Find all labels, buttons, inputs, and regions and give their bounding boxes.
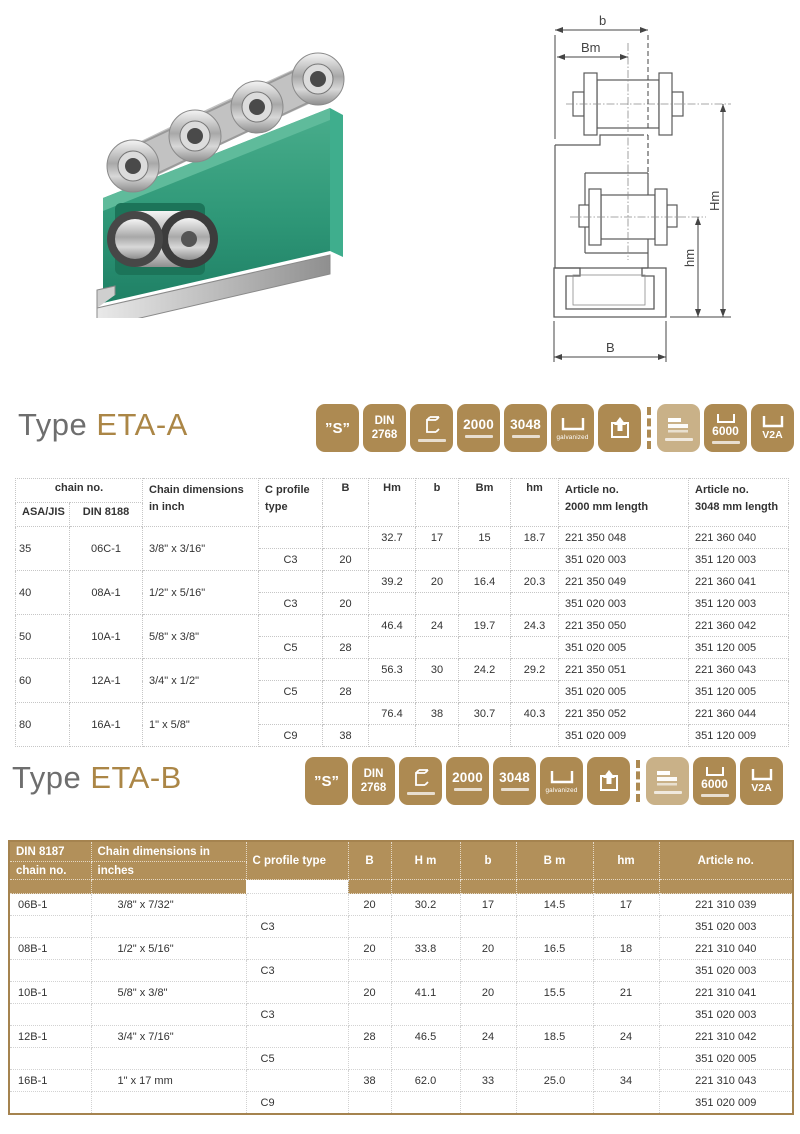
b-cell: 30 (416, 659, 459, 681)
accessories-badge (657, 404, 700, 452)
col-hm: hm (593, 841, 659, 880)
table-row (16, 659, 789, 681)
smallprint-bar (712, 441, 740, 444)
b-cell: 33 (460, 1070, 516, 1092)
col-B: B (348, 841, 391, 880)
B-cell: 38 (348, 1070, 391, 1092)
Bm-cell: 16.4 (459, 571, 511, 593)
col-art-2000: Article no. 2000 mm length (559, 479, 689, 527)
title-name: ETA-A (96, 407, 188, 442)
hm-cell: 24.3 (511, 615, 559, 637)
din-cell: 08B-1 (9, 938, 91, 960)
table-row (9, 1026, 793, 1048)
col-chain-no: chain no. (16, 479, 143, 503)
col-din-8187-line2: chain no. (9, 862, 91, 880)
hm-cell: 17 (593, 894, 659, 916)
din-cell: 12A-1 (70, 659, 143, 703)
col-art-3048: Article no. 3048 mm length (689, 479, 789, 527)
dims-cell: 1" x 5/8" (143, 703, 259, 747)
B-cell: 28 (348, 1026, 391, 1048)
asa-cell: 80 (16, 703, 70, 747)
channel-icon (715, 413, 737, 424)
accessories-badge (646, 757, 689, 805)
header-row (16, 479, 789, 503)
article-cell: 351 020 003 (659, 1004, 793, 1026)
dim-label-bm: Bm (581, 40, 601, 55)
smallprint-bar (501, 788, 529, 791)
article-2000-cell: 351 020 005 (559, 681, 689, 703)
table-row (9, 1004, 793, 1026)
dims-cell: 1" x 17 mm (91, 1070, 246, 1092)
Bm-cell: 16.5 (516, 938, 593, 960)
col-b: b (416, 479, 459, 527)
article-cell: 221 310 041 (659, 982, 793, 1004)
v2a-badge: V2A (751, 404, 794, 452)
Bm-cell: 30.7 (459, 703, 511, 725)
Hm-cell: 46.4 (369, 615, 416, 637)
article-3048-cell: 221 360 041 (689, 571, 789, 593)
section-title-eta-b (12, 753, 182, 803)
length-2000-badge: 2000 (457, 404, 500, 452)
profile-cell: C9 (259, 725, 323, 747)
article-3048-cell: 351 120 003 (689, 549, 789, 571)
profile-cell: C5 (259, 637, 323, 659)
header-strip (9, 880, 793, 894)
asa-cell: 35 (16, 527, 70, 571)
profile-cell: C3 (246, 1004, 348, 1026)
Hm-cell: 76.4 (369, 703, 416, 725)
article-2000-cell: 351 020 003 (559, 549, 689, 571)
title-prefix: Type (18, 407, 88, 442)
din-cell: 16A-1 (70, 703, 143, 747)
Bm-cell: 15 (459, 527, 511, 549)
col-b: b (460, 841, 516, 880)
col-din-8188: DIN 8188 (70, 503, 143, 527)
Bm-cell: 25.0 (516, 1070, 593, 1092)
hm-cell: 18 (593, 938, 659, 960)
col-Hm: H m (391, 841, 460, 880)
length-6000-badge: 6000 (704, 404, 747, 452)
article-3048-cell: 351 120 003 (689, 593, 789, 615)
article-cell: 221 310 040 (659, 938, 793, 960)
dims-cell: 5/8" x 3/8" (143, 615, 259, 659)
article-cell: 351 020 003 (659, 960, 793, 982)
profile-cell: C9 (246, 1092, 348, 1115)
din-cell: 10A-1 (70, 615, 143, 659)
dims-cell: 5/8" x 3/8" (91, 982, 246, 1004)
feature-badges-eta-b (305, 757, 783, 805)
badge-divider (636, 760, 640, 802)
channel-icon (749, 768, 775, 782)
table-row (16, 527, 789, 549)
Hm-cell: 30.2 (391, 894, 460, 916)
smallprint-bar (512, 435, 540, 438)
profile-cell: C3 (259, 593, 323, 615)
article-cell: 221 310 039 (659, 894, 793, 916)
clip-mount-icon (608, 416, 632, 440)
c-profile-icon (419, 415, 445, 435)
length-3048-badge: 3048 (504, 404, 547, 452)
b-cell: 24 (460, 1026, 516, 1048)
hm-cell: 34 (593, 1070, 659, 1092)
smallprint-bar (665, 438, 693, 441)
article-2000-cell: 221 350 052 (559, 703, 689, 725)
channel-icon (760, 415, 786, 429)
din-2768-badge: DIN 2768 (363, 404, 406, 452)
dim-label-b-rail: B (606, 340, 615, 355)
col-din-8187: DIN 8187 (9, 841, 91, 862)
length-6000-badge: 6000 (693, 757, 736, 805)
dims-cell: 3/4" x 1/2" (143, 659, 259, 703)
table-row (9, 894, 793, 916)
table-row (16, 571, 789, 593)
c-profile-icon (408, 768, 434, 788)
col-profile: C profile type (246, 841, 348, 880)
table-row (9, 938, 793, 960)
clip-mount-badge (598, 404, 641, 452)
B-cell: 20 (323, 593, 369, 615)
Bm-cell: 18.5 (516, 1026, 593, 1048)
accessories-icon (655, 769, 681, 787)
article-3048-cell: 221 360 042 (689, 615, 789, 637)
Bm-cell: 24.2 (459, 659, 511, 681)
profile-cell: C3 (259, 549, 323, 571)
asa-cell: 40 (16, 571, 70, 615)
B-cell: 28 (323, 637, 369, 659)
Hm-cell: 62.0 (391, 1070, 460, 1092)
table-row (9, 1070, 793, 1092)
B-cell: 20 (348, 982, 391, 1004)
smallprint-bar (465, 435, 493, 438)
B-cell: 20 (348, 938, 391, 960)
c-profile-badge (410, 404, 453, 452)
dims-cell: 3/8" x 7/32" (91, 894, 246, 916)
dims-cell: 3/4" x 7/16" (91, 1026, 246, 1048)
din-cell: 16B-1 (9, 1070, 91, 1092)
B-cell: 20 (323, 549, 369, 571)
col-profile: C profile type (259, 479, 323, 527)
asa-cell: 50 (16, 615, 70, 659)
din-2768-badge: DIN 2768 (352, 757, 395, 805)
article-cell: 351 020 009 (659, 1092, 793, 1115)
dims-cell: 1/2" x 5/16" (143, 571, 259, 615)
dim-label-hm-lower: hm (682, 248, 697, 267)
Hm-cell: 41.1 (391, 982, 460, 1004)
article-2000-cell: 351 020 003 (559, 593, 689, 615)
smallprint-bar (654, 791, 682, 794)
asa-cell: 60 (16, 659, 70, 703)
table-row (9, 1048, 793, 1070)
article-3048-cell: 351 120 009 (689, 725, 789, 747)
din-cell: 10B-1 (9, 982, 91, 1004)
s-quality-badge: ”S” (305, 757, 348, 805)
clip-mount-badge (587, 757, 630, 805)
B-cell: 38 (323, 725, 369, 747)
title-name: ETA-B (90, 760, 182, 795)
article-3048-cell: 221 360 044 (689, 703, 789, 725)
badge-divider (647, 407, 651, 449)
b-cell: 24 (416, 615, 459, 637)
dims-cell: 1/2" x 5/16" (91, 938, 246, 960)
article-3048-cell: 221 360 043 (689, 659, 789, 681)
col-asa-jis: ASA/JIS (16, 503, 70, 527)
v2a-badge: V2A (740, 757, 783, 805)
B-cell: 20 (348, 894, 391, 916)
col-dims: Chain dimensions in (91, 841, 246, 862)
article-2000-cell: 221 350 048 (559, 527, 689, 549)
eta-b-table (8, 840, 794, 1115)
article-cell: 221 310 042 (659, 1026, 793, 1048)
Bm-cell: 15.5 (516, 982, 593, 1004)
col-Bm: Bm (459, 479, 511, 527)
col-dims-line2: inches (91, 862, 246, 880)
dim-label-hm-total: Hm (707, 190, 722, 211)
col-article: Article no. (659, 841, 793, 880)
col-Bm: B m (516, 841, 593, 880)
c-profile-badge (399, 757, 442, 805)
Hm-cell: 46.5 (391, 1026, 460, 1048)
table-row (9, 960, 793, 982)
profile-cell: C3 (246, 916, 348, 938)
b-cell: 20 (460, 982, 516, 1004)
smallprint-bar (701, 794, 729, 797)
B-cell: 28 (323, 681, 369, 703)
b-cell: 17 (460, 894, 516, 916)
Hm-cell: 32.7 (369, 527, 416, 549)
col-dims: Chain dimensions in inch (143, 479, 259, 527)
hm-cell: 24 (593, 1026, 659, 1048)
Hm-cell: 39.2 (369, 571, 416, 593)
col-Hm: Hm (369, 479, 416, 527)
article-2000-cell: 221 350 050 (559, 615, 689, 637)
dim-label-b: b (599, 13, 607, 28)
Hm-cell: 56.3 (369, 659, 416, 681)
galvanized-badge: galvanized (540, 757, 583, 805)
Bm-cell: 14.5 (516, 894, 593, 916)
table-row (9, 982, 793, 1004)
hm-cell: 20.3 (511, 571, 559, 593)
title-prefix: Type (12, 760, 82, 795)
article-3048-cell: 221 360 040 (689, 527, 789, 549)
b-cell: 17 (416, 527, 459, 549)
hm-cell: 21 (593, 982, 659, 1004)
length-3048-badge: 3048 (493, 757, 536, 805)
length-2000-badge: 2000 (446, 757, 489, 805)
article-cell: 351 020 003 (659, 916, 793, 938)
channel-icon (559, 416, 587, 432)
product-photo (85, 8, 355, 318)
b-cell: 38 (416, 703, 459, 725)
article-cell: 351 020 005 (659, 1048, 793, 1070)
article-3048-cell: 351 120 005 (689, 637, 789, 659)
Bm-cell: 19.7 (459, 615, 511, 637)
din-cell: 06B-1 (9, 894, 91, 916)
hm-cell: 18.7 (511, 527, 559, 549)
profile-cell: C5 (246, 1048, 348, 1070)
din-cell: 08A-1 (70, 571, 143, 615)
table-row (9, 916, 793, 938)
header-row (9, 841, 793, 862)
table-row (9, 1092, 793, 1115)
article-2000-cell: 221 350 051 (559, 659, 689, 681)
article-cell: 221 310 043 (659, 1070, 793, 1092)
smallprint-bar (407, 792, 435, 795)
accessories-icon (666, 416, 692, 434)
din-cell: 06C-1 (70, 527, 143, 571)
feature-badges-eta-a (316, 404, 794, 452)
smallprint-bar (418, 439, 446, 442)
channel-icon (548, 769, 576, 785)
article-2000-cell: 351 020 005 (559, 637, 689, 659)
article-2000-cell: 221 350 049 (559, 571, 689, 593)
din-cell: 12B-1 (9, 1026, 91, 1048)
profile-cell: C3 (246, 960, 348, 982)
hm-cell: 40.3 (511, 703, 559, 725)
dims-cell: 3/8" x 3/16" (143, 527, 259, 571)
s-quality-badge: ”S” (316, 404, 359, 452)
col-B: B (323, 479, 369, 527)
hm-cell: 29.2 (511, 659, 559, 681)
section-title-eta-a (18, 400, 188, 450)
b-cell: 20 (416, 571, 459, 593)
smallprint-bar (454, 788, 482, 791)
table-row (16, 615, 789, 637)
eta-a-table (15, 478, 789, 747)
clip-mount-icon (597, 769, 621, 793)
col-hm: hm (511, 479, 559, 527)
galvanized-badge: galvanized (551, 404, 594, 452)
Hm-cell: 33.8 (391, 938, 460, 960)
channel-icon (704, 766, 726, 777)
dimension-diagram (488, 5, 783, 390)
profile-cell: C5 (259, 681, 323, 703)
b-cell: 20 (460, 938, 516, 960)
article-3048-cell: 351 120 005 (689, 681, 789, 703)
article-2000-cell: 351 020 009 (559, 725, 689, 747)
table-row (16, 703, 789, 725)
